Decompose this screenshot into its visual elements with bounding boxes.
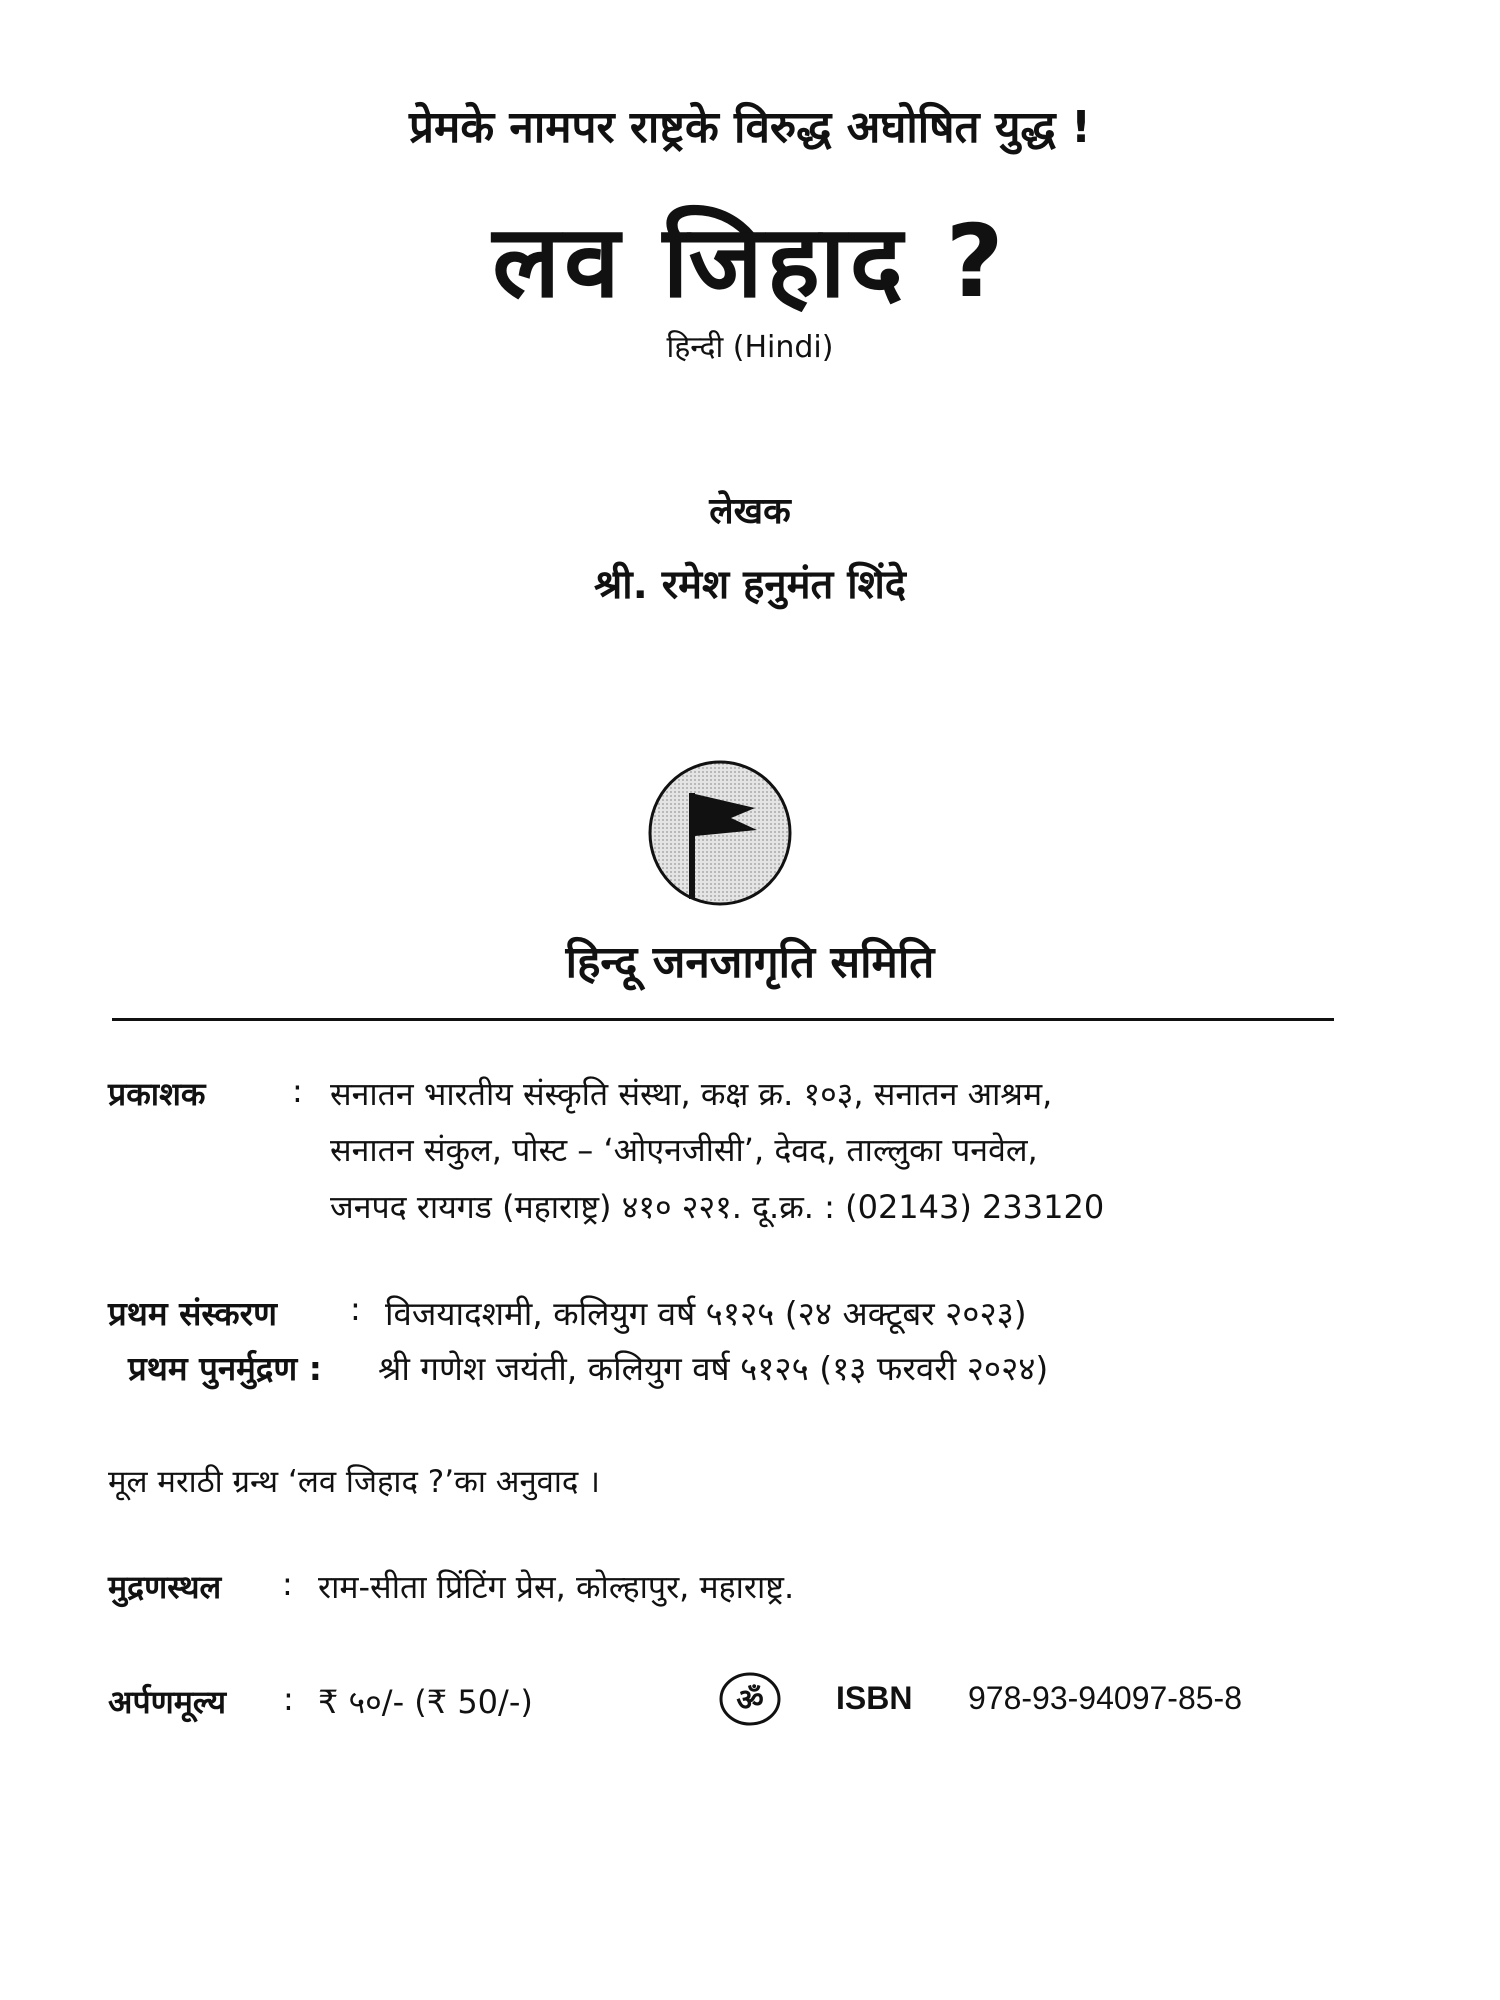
price-value: ₹ ५०/- (₹ 50/-)	[318, 1683, 533, 1721]
publisher-address-line: सनातन संकुल, पोस्ट – ‘ओएनजीसी’, देवद, ताल्लुका पनवेल,	[330, 1131, 1038, 1169]
first-reprint-label: प्रथम पुनर्मुद्रण :	[128, 1349, 322, 1388]
original-translation-note: मूल मराठी ग्रन्थ ‘लव जिहाद ?’का अनुवाद ।	[108, 1464, 600, 1500]
first-edition-value: विजयादशमी, कलियुग वर्ष ५१२५ (२४ अक्टूबर २०२३)	[385, 1294, 1027, 1333]
om-icon	[718, 1670, 782, 1728]
flag-in-circle-icon	[645, 758, 795, 908]
price-label: अर्पणमूल्य	[108, 1683, 227, 1721]
language-label: हिन्दी (Hindi)	[666, 330, 834, 365]
price-colon: :	[283, 1680, 294, 1718]
first-edition-colon: :	[350, 1290, 361, 1328]
publisher-colon: :	[292, 1072, 303, 1110]
publisher-label: प्रकाशक	[108, 1075, 206, 1113]
book-title: लव जिहाद ?	[492, 203, 1008, 320]
svg-text:ॐ: ॐ	[736, 1683, 764, 1718]
tagline: प्रेमके नामपर राष्ट्रके विरुद्ध अघोषित युद्ध !	[408, 102, 1092, 153]
divider	[112, 1018, 1334, 1021]
first-reprint-value: श्री गणेश जयंती, कलियुग वर्ष ५१२५ (१३ फरवरी २०२४)	[378, 1349, 1049, 1388]
publisher-address-line: जनपद रायगड (महाराष्ट्र) ४१० २२१. दू.क्र. : (02143) 233120	[330, 1188, 1105, 1226]
printing-place-value: राम-सीता प्रिंटिंग प्रेस, कोल्हापुर, महाराष्ट्र.	[318, 1568, 795, 1606]
first-edition-label: प्रथम संस्करण	[108, 1294, 277, 1333]
isbn-value: 978-93-94097-85-8	[968, 1680, 1242, 1716]
author-label: लेखक	[709, 491, 791, 532]
printing-place-label: मुद्रणस्थल	[108, 1568, 222, 1606]
printing-place-colon: :	[282, 1565, 293, 1603]
isbn-label: ISBN	[836, 1680, 913, 1716]
organization-name: हिन्दू जनजागृति समिति	[565, 937, 935, 988]
publisher-address-line: सनातन भारतीय संस्कृति संस्था, कक्ष क्र. १०३, सनातन आश्रम,	[330, 1075, 1053, 1113]
author-name: श्री. रमेश हनुमंत शिंदे	[593, 562, 907, 608]
